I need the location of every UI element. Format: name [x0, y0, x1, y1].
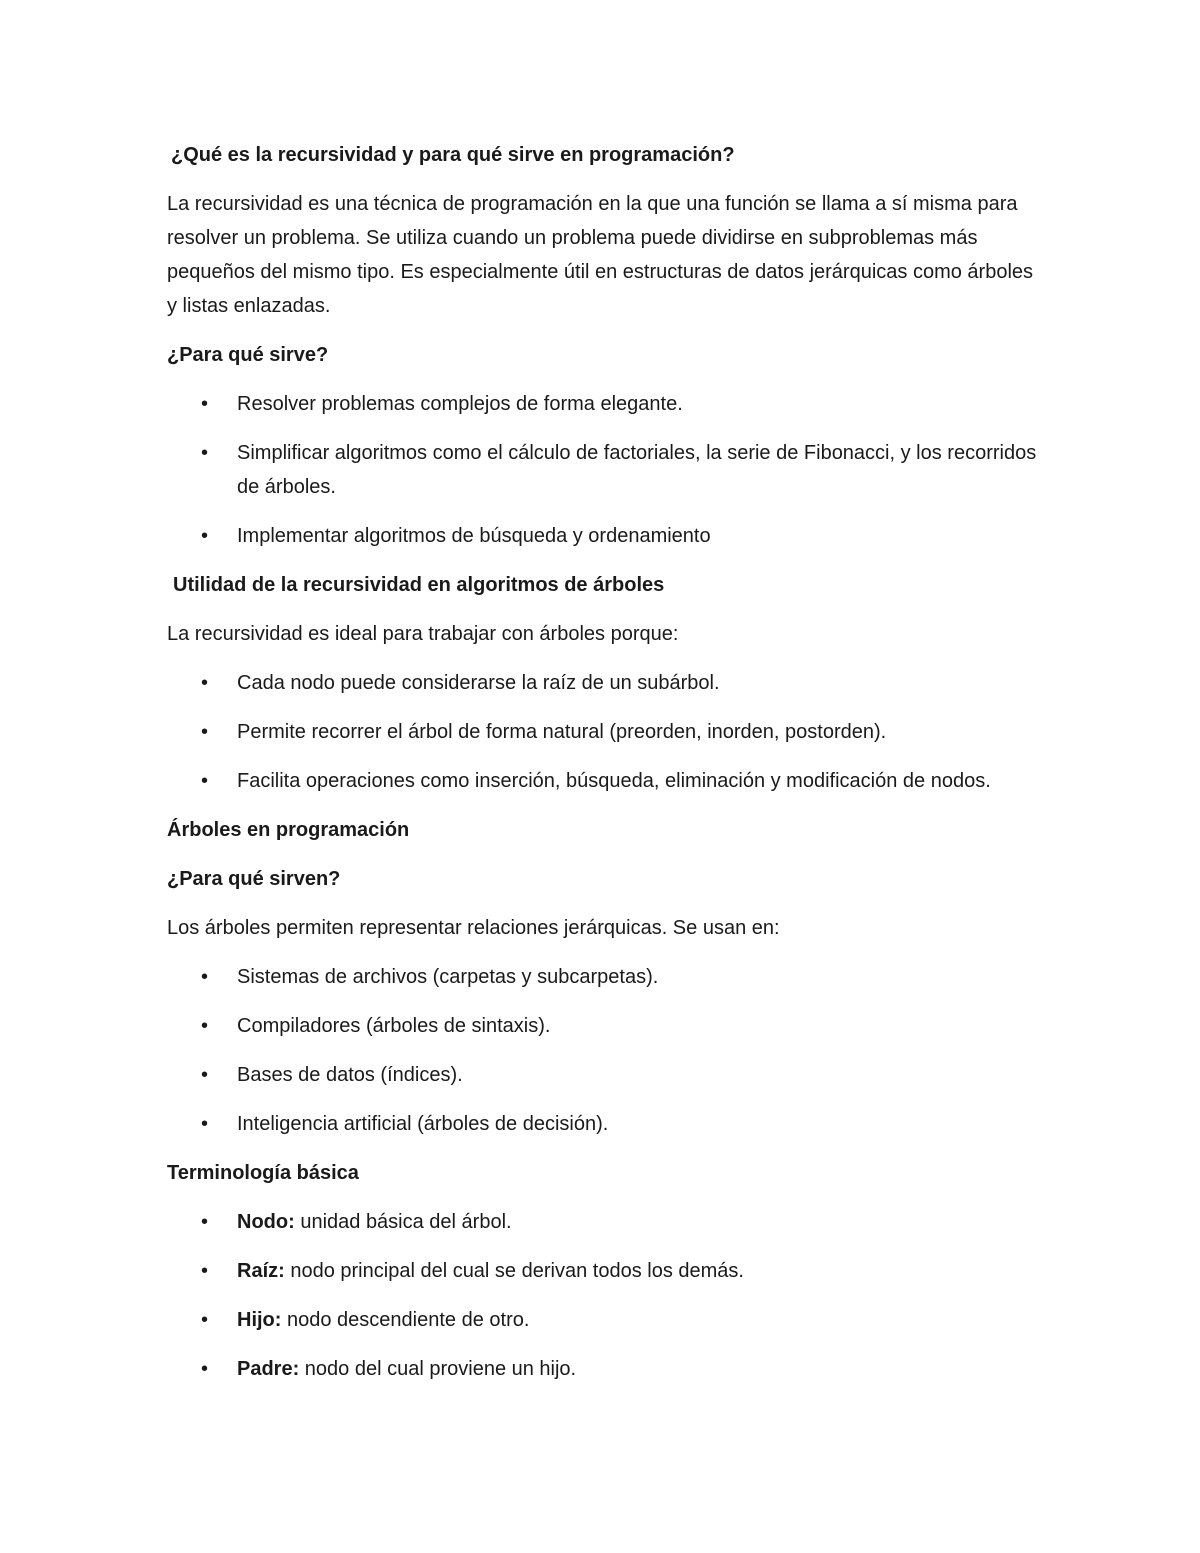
list-usos-arboles [167, 960, 1047, 1141]
heading-arboles-programacion: Árboles en programación [167, 819, 410, 841]
list-terminologia [167, 1205, 1047, 1386]
term-item-padre [167, 1352, 1047, 1386]
list-item: • Implementar algoritmos de búsqueda y ordenamiento [167, 519, 1047, 553]
list-item: • Bases de datos (índices). [167, 1058, 1047, 1092]
paragraph-utilidad-arboles: La recursividad es ideal para trabajar con árboles porque: [167, 623, 679, 645]
list-item: • Compiladores (árboles de sintaxis). [167, 1009, 1047, 1043]
term-item-nodo [167, 1205, 1047, 1239]
heading-terminologia: Terminología básica [167, 1162, 359, 1184]
list-item: • Inteligencia artificial (árboles de decisión). [167, 1107, 1047, 1141]
paragraph-recursividad: La recursividad es una técnica de programación en la que una función se llama a sí misma para resolver un problema. Se utiliza cuando un problema puede dividirse en subproblemas más pequeños del mismo tipo. Es especialmente útil en estructuras de datos jerárquicas como árboles y listas enlazadas. [167, 193, 1034, 317]
term-item-raiz [167, 1254, 1047, 1288]
list-item: • Simplificar algoritmos como el cálculo de factoriales, la serie de Fibonacci, y los recorridos de árboles. [167, 436, 1047, 504]
list-item: • Facilita operaciones como inserción, búsqueda, eliminación y modificación de nodos. [167, 764, 1047, 798]
term-definition: nodo del cual proviene un hijo. [299, 1358, 577, 1380]
list-item: • Resolver problemas complejos de forma elegante. [167, 387, 1047, 421]
term-label: Padre: [237, 1358, 300, 1380]
heading-para-que-sirve: ¿Para qué sirve? [167, 344, 329, 366]
term-definition: nodo principal del cual se derivan todos los demás. [284, 1260, 744, 1282]
term-definition: nodo descendiente de otro. [281, 1309, 530, 1331]
list-item: • Cada nodo puede considerarse la raíz de un subárbol. [167, 666, 1047, 700]
term-definition: unidad básica del árbol. [294, 1211, 512, 1233]
term-label: Hijo: [237, 1309, 282, 1331]
list-para-que-sirve [167, 387, 1047, 553]
list-item: • Permite recorrer el árbol de forma natural (preorden, inorden, postorden). [167, 715, 1047, 749]
heading-para-que-sirven: ¿Para qué sirven? [167, 868, 341, 890]
heading-recursividad: ¿Qué es la recursividad y para qué sirve en programación? [171, 144, 735, 166]
document-page [167, 138, 1047, 1401]
list-utilidad-arboles [167, 666, 1047, 798]
term-label: Raíz: [237, 1260, 285, 1282]
list-item: • Sistemas de archivos (carpetas y subcarpetas). [167, 960, 1047, 994]
term-label: Nodo: [237, 1211, 295, 1233]
term-item-hijo [167, 1303, 1047, 1337]
paragraph-usos-arboles: Los árboles permiten representar relaciones jerárquicas. Se usan en: [167, 917, 780, 939]
heading-utilidad-arboles: Utilidad de la recursividad en algoritmos de árboles [173, 574, 665, 596]
